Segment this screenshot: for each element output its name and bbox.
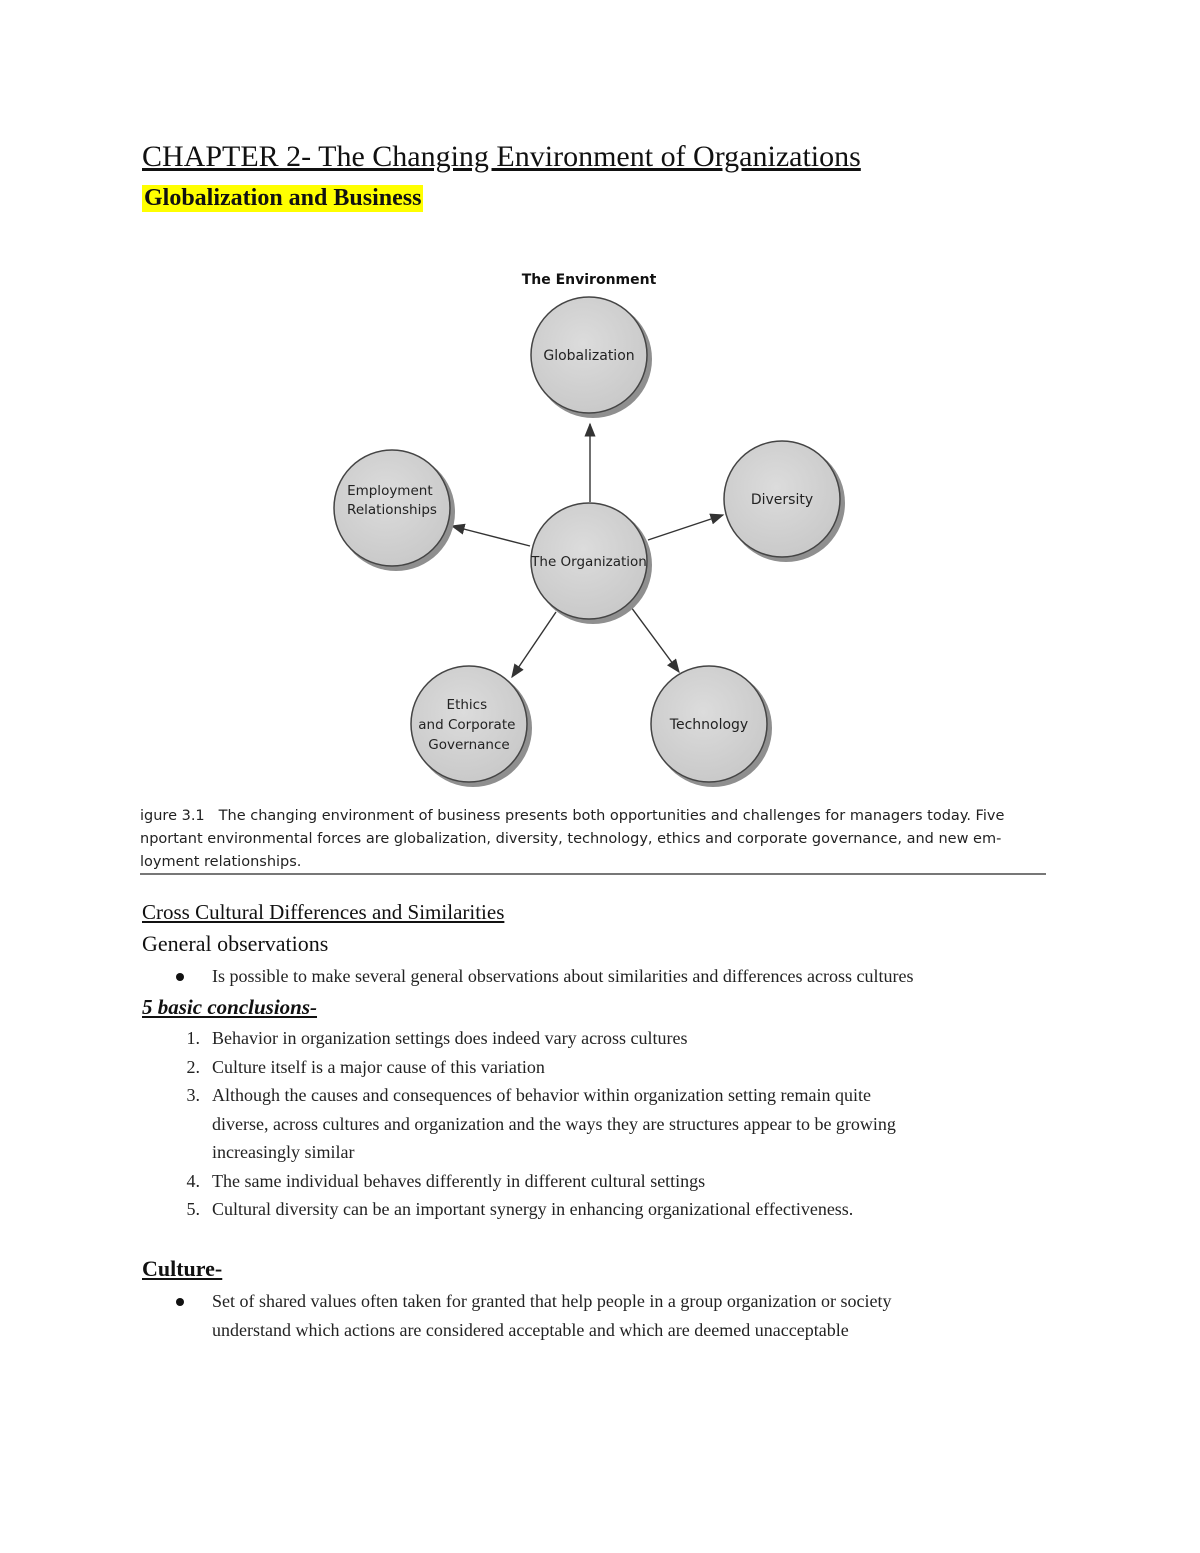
general-observations-list	[0, 962, 1052, 991]
list-number: 4.	[186, 1170, 200, 1191]
diagram-heading: The Environment	[521, 272, 657, 288]
list-item: 2. Culture itself is a major cause of this variation	[0, 1053, 1052, 1082]
arrow-to-employment	[452, 526, 530, 546]
caption-line: nportant environmental forces are globalization, diversity, technology, ethics and corporate governance, and new em-	[140, 831, 1002, 847]
cross-cultural-heading: Cross Cultural Differences and Similarities	[142, 900, 505, 924]
list-item: Set of shared values often taken for granted that help people in a group organization or society understand which actions are considered acceptable and which are deemed unacceptable	[0, 1287, 1052, 1344]
list-item: 1. Behavior in organization settings does indeed vary across cultures	[0, 1024, 1052, 1053]
list-item: 4. The same individual behaves differently in different cultural settings	[0, 1167, 1052, 1196]
arrow-to-ethics	[512, 612, 556, 677]
node-diversity-label: Diversity	[750, 492, 814, 508]
environment-diagram-svg	[140, 262, 1050, 802]
environment-diagram	[140, 262, 1050, 882]
conclusions-heading: 5 basic conclusions-	[142, 995, 318, 1019]
list-number: 1.	[186, 1028, 200, 1048]
node-organization-label: The Organization	[531, 554, 647, 570]
culture-heading: Culture-	[142, 1256, 223, 1281]
bullet-dot	[176, 973, 184, 981]
caption-line: loyment relationships.	[140, 854, 302, 870]
bullet-dot	[176, 1298, 184, 1306]
node-employment-label: Employment Relationships	[347, 483, 437, 518]
node-technology-label: Technology	[669, 717, 749, 733]
list-item: Is possible to make several general observations about similarities and differences across cultures	[0, 962, 1052, 991]
chapter-title: CHAPTER 2- The Changing Environment of Organizations	[142, 140, 861, 173]
conclusions-list	[0, 1024, 1052, 1224]
arrow-to-diversity	[648, 515, 723, 540]
list-number: 3.	[186, 1085, 200, 1105]
list-item: 5. Cultural diversity can be an important synergy in enhancing organizational effectiveness.	[0, 1195, 1052, 1224]
list-item: 3. Although the causes and consequences of behavior within organization setting remain quite diverse, across cultures and organization and the ways they are structures appear to be growing increasingly similar	[0, 1081, 1052, 1167]
node-ethics-label: Ethics and Corporate Governance	[418, 697, 516, 753]
figure-caption	[140, 805, 1050, 874]
caption-line: igure 3.1 The changing environment of business presents both opportunities and challenges for managers today. Five	[140, 808, 1005, 824]
caption-divider	[140, 873, 1046, 875]
list-number: 2.	[186, 1056, 200, 1077]
list-number: 5.	[186, 1199, 200, 1219]
arrow-to-technology	[631, 607, 679, 672]
culture-list	[0, 1287, 1052, 1344]
general-observations-heading: General observations	[142, 931, 329, 956]
figure-label: igure 3.1	[140, 808, 205, 824]
section-title-highlighted: Globalization and Business	[144, 185, 422, 211]
node-globalization-label: Globalization	[543, 348, 635, 364]
